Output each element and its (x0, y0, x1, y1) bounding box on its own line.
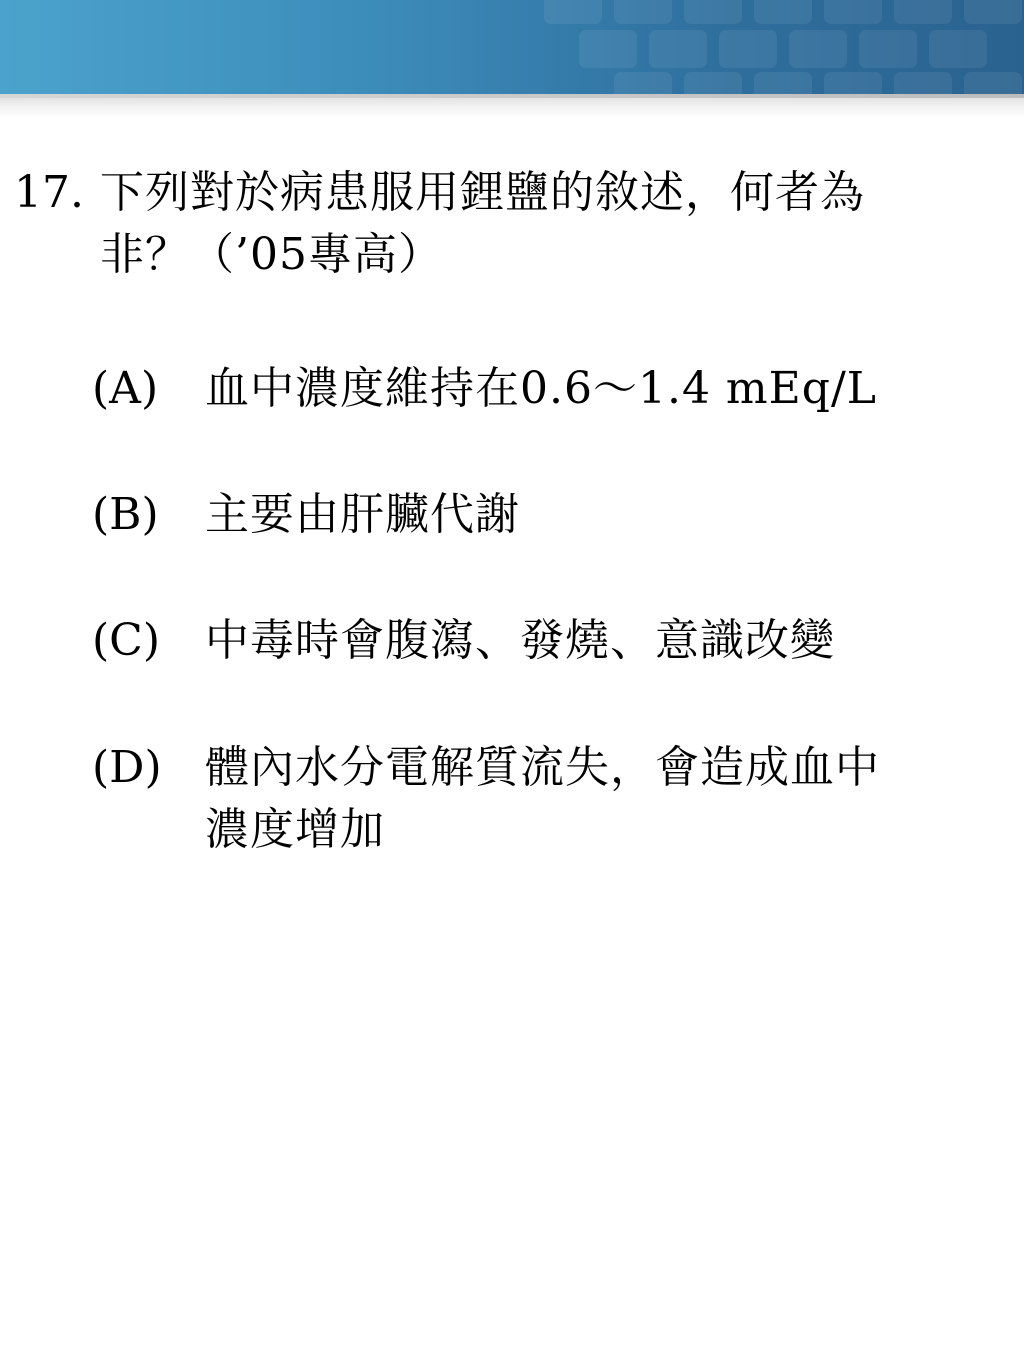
option-a-text: 血中濃度維持在0.6～1.4 mEq/L (205, 363, 877, 414)
option-d-label: (D) (92, 742, 162, 793)
question-number: 17. (14, 167, 84, 218)
banner-shadow (0, 98, 1024, 118)
question-stem (100, 162, 1000, 286)
option-d-text (205, 737, 1005, 861)
question-stem-line-1: 下列對於病患服用鋰鹽的敘述，何者為 (100, 167, 865, 218)
header-banner (0, 0, 1024, 94)
question-stem-line-2: 非？（’05專高） (100, 229, 443, 280)
option-b-label: (B) (92, 489, 159, 540)
banner-tile-pattern (464, 0, 1024, 94)
option-d-text-line-2: 濃度增加 (205, 804, 385, 855)
option-d-text-line-1: 體內水分電解質流失，會造成血中 (205, 742, 880, 793)
option-b-text: 主要由肝臟代謝 (205, 489, 520, 540)
option-a-label: (A) (92, 363, 159, 414)
option-c-text: 中毒時會腹瀉、發燒、意識改變 (205, 615, 835, 666)
option-c-label: (C) (92, 615, 160, 666)
